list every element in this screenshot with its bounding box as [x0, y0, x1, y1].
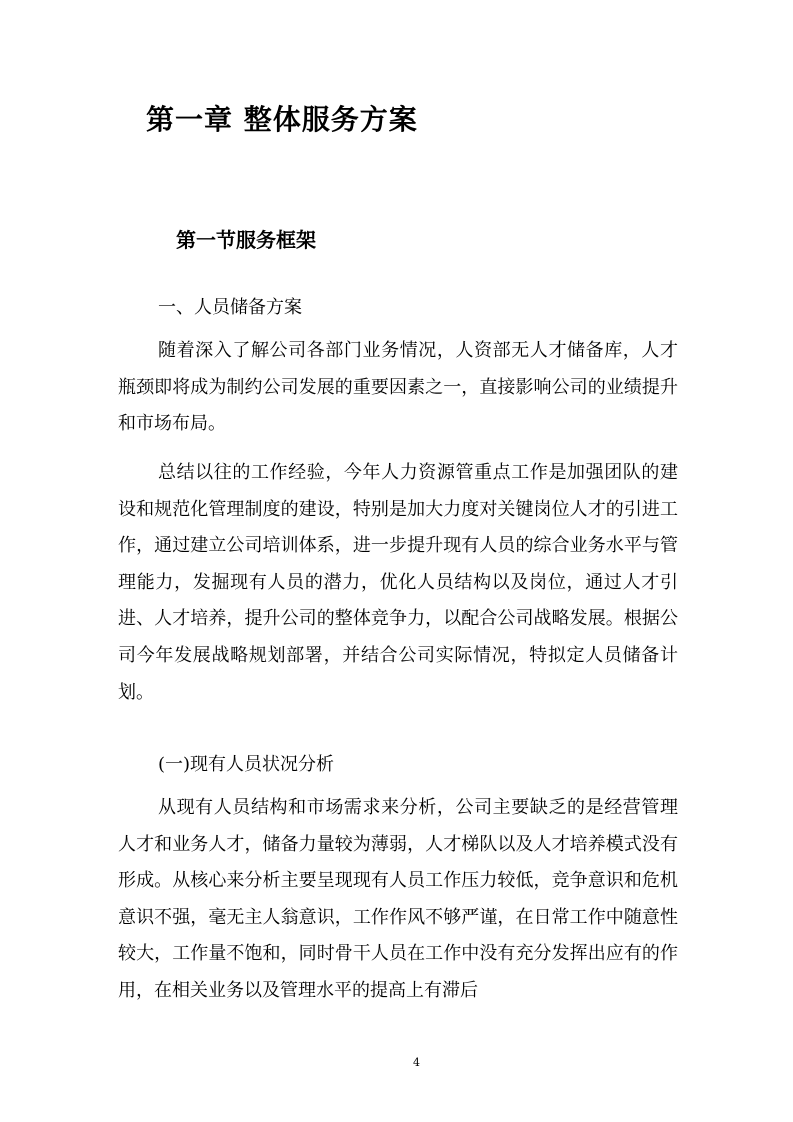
- heading-personnel-reserve-plan: 一、人员储备方案: [158, 297, 302, 318]
- chapter-title: 第一章 整体服务方案: [146, 103, 418, 136]
- paragraph-1: 随着深入了解公司各部门业务情况，人资部无人才储备库，人才瓶颈即将成为制约公司发展的重要因素之一，直接影响公司的业绩提升和市场布局。: [118, 340, 678, 435]
- paragraph-block: [118, 333, 678, 443]
- page-number: 4: [413, 1056, 420, 1069]
- paragraph-3: 从现有人员结构和市场需求来分析，公司主要缺乏的是经营管理人才和业务人才，储备力量较为薄弱，人才梯队以及人才培养模式没有形成。从核心来分析主要呈现现有人员工作压力较低，竞争意识和危机意识不强，毫无主人翁意识，工作作风不够严谨，在日常工作中随意性较大，工作量不饱和，同时骨干人员在工作中没有充分发挥出应有的作用，在相关业务以及管理水平的提高上有滞后: [118, 797, 678, 1001]
- section-title: 第一节服务框架: [176, 228, 316, 252]
- paragraph-block: [118, 455, 678, 711]
- paragraph-2: 总结以往的工作经验，今年人力资源管重点工作是加强团队的建设和规范化管理制度的建设，特别是加大力度对关键岗位人才的引进工作，通过建立公司培训体系，进一步提升现有人员的综合业务水平与管理能力，发掘现有人员的潜力，优化人员结构以及岗位，通过人才引进、人才培养，提升公司的整体竞争力，以配合公司战略发展。根据公司今年发展战略规划部署，并结合公司实际情况，特拟定人员储备计划。: [118, 462, 678, 703]
- heading-current-staff-analysis: (一)现有人员状况分析: [158, 754, 335, 775]
- paragraph-block: [118, 790, 678, 1010]
